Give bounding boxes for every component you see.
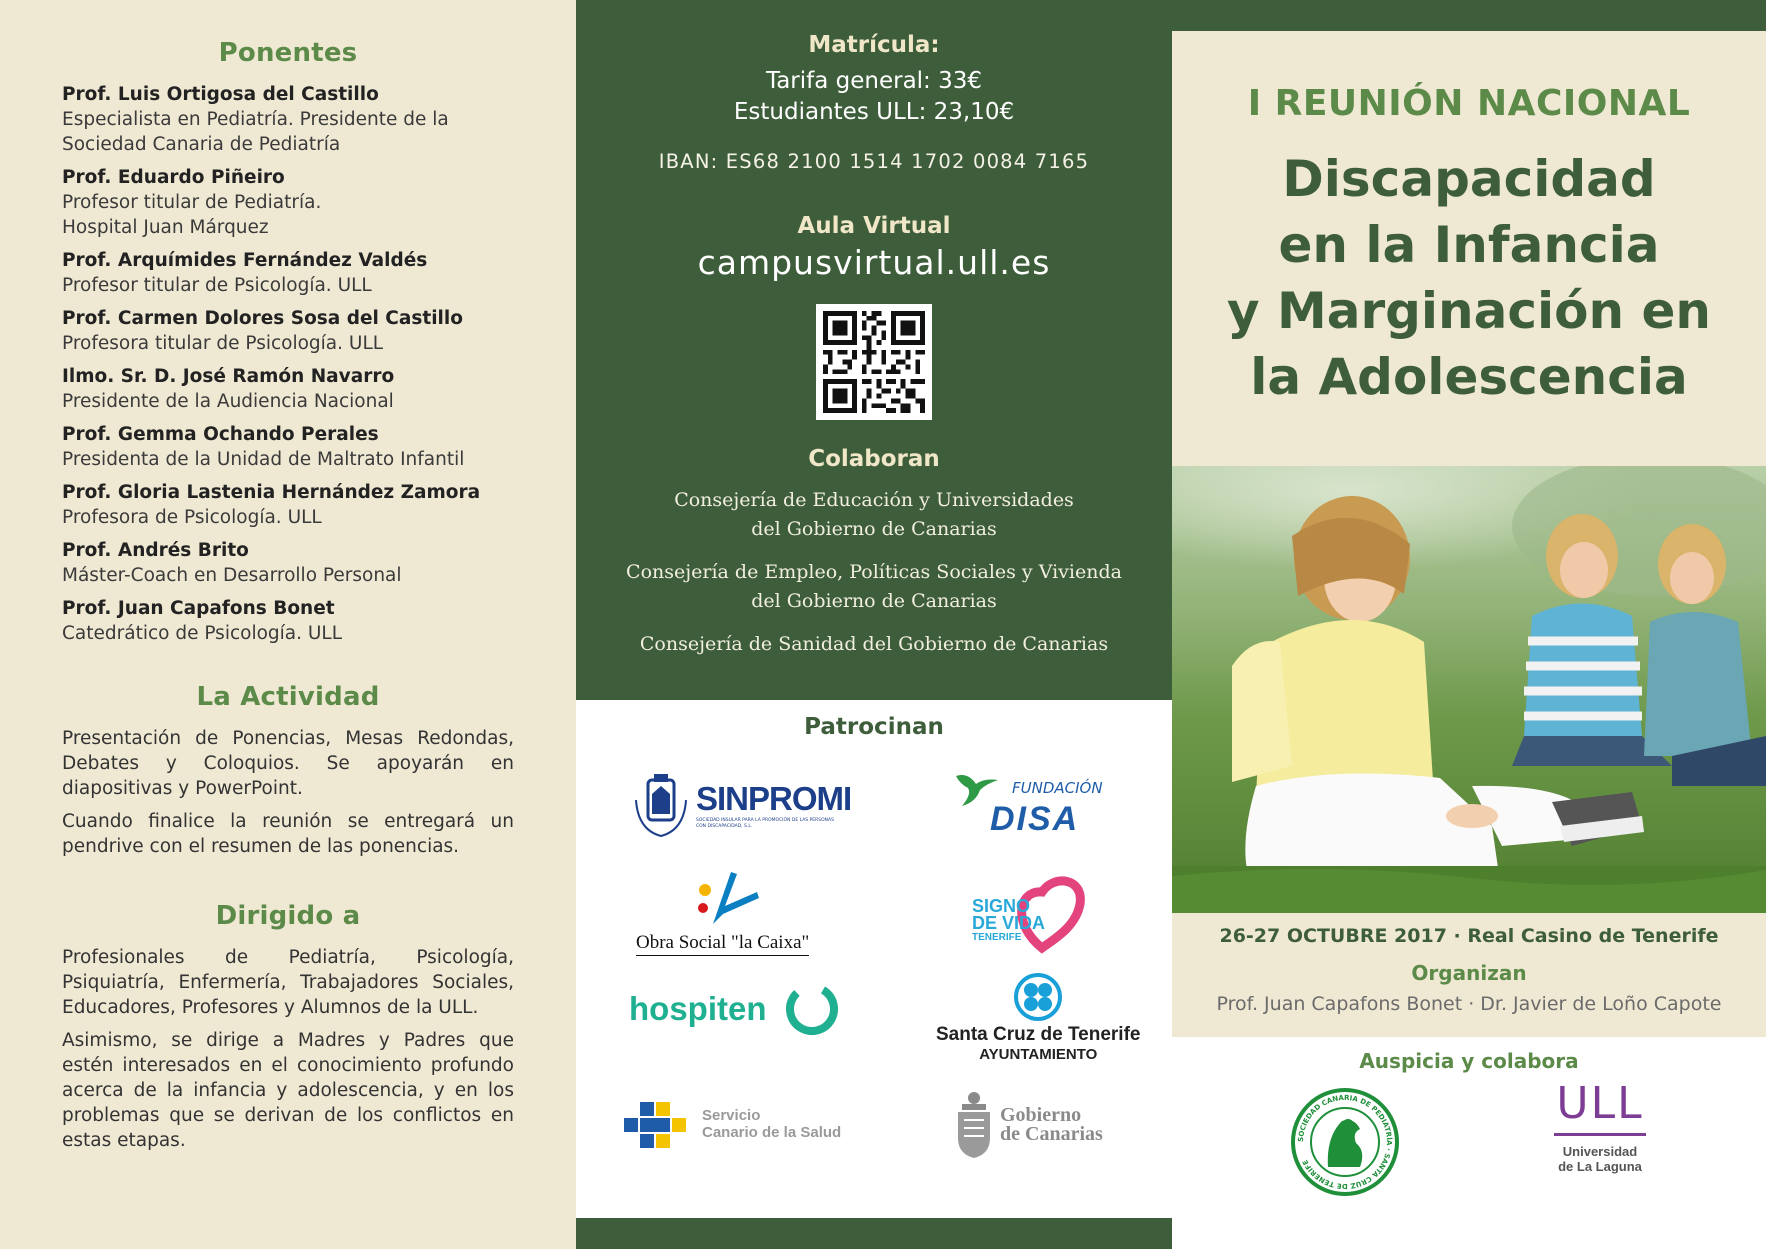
qr-code-icon: [823, 311, 925, 413]
ull-wordmark: ULL: [1556, 1078, 1644, 1129]
actividad-paragraph: Cuando finalice la reunión se entregará un pendrive con el resumen de las ponencias.: [62, 811, 514, 857]
speaker-item: [62, 364, 514, 414]
speaker-role: Profesor titular de Psicología. ULL: [62, 275, 372, 296]
ull-logo: [1554, 1078, 1646, 1174]
sinpromi-wordmark: SINPROMI: [696, 780, 852, 817]
speaker-name: Ilmo. Sr. D. José Ramón Navarro: [62, 366, 395, 387]
scp-seal-logo: [1290, 1087, 1400, 1197]
patrocinan-title: Patrocinan: [804, 714, 944, 740]
speaker-item: [62, 82, 514, 157]
children-on-grass-illustration: [1172, 466, 1766, 913]
ponentes-title: Ponentes: [218, 38, 358, 68]
event-title-line: la Adolescencia: [1250, 348, 1688, 406]
title-panel: [1172, 31, 1766, 466]
speaker-item: [62, 422, 514, 472]
aula-title: Aula Virtual: [797, 213, 951, 239]
dirigido-paragraph: Asimismo, se dirige a Madres y Padres que estén interesados en el conocimiento profundo acerca de la infancia y adolescencia, y en los problemas que se derivan de los conflictos en estas etapas.: [62, 1030, 514, 1151]
speaker-item: [62, 306, 514, 356]
speaker-item: [62, 538, 514, 588]
dirigido-paragraph: Profesionales de Pediatría, Psicología, Psiquiatría, Enfermería, Trabajadores Sociales, Educadores, Profesores y Alumnos de la ULL.: [62, 947, 514, 1018]
fee-students: Estudiantes ULL: 23,10€: [733, 99, 1015, 125]
hospiten-logo: [629, 980, 841, 1038]
speaker-name: Prof. Gemma Ochando Perales: [62, 424, 379, 445]
signo-line: TENERIFE: [972, 932, 1022, 943]
ull-name-line: Universidad: [1562, 1144, 1638, 1159]
ull-name-line: de La Laguna: [1558, 1159, 1642, 1174]
speaker-role: Profesora de Psicología. ULL: [62, 507, 322, 528]
signo-line: SIGNO: [972, 896, 1031, 916]
speaker-role: Profesor titular de Pediatría.: [62, 192, 322, 213]
speaker-name: Prof. Luis Ortigosa del Castillo: [62, 84, 379, 105]
auspicia-title: Auspicia y colabora: [1359, 1049, 1579, 1073]
left-panel: [0, 0, 576, 1249]
gobierno-canarias-logo: [954, 1090, 1103, 1160]
signo-line: DE VIDA: [972, 913, 1046, 933]
speaker-name: Prof. Andrés Brito: [62, 540, 249, 561]
signo-de-vida-logo: [972, 868, 1098, 954]
speaker-name: Prof. Juan Capafons Bonet: [62, 598, 335, 619]
speaker-item: [62, 248, 514, 298]
speaker-role: Máster-Coach en Desarrollo Personal: [62, 565, 402, 586]
colaborador-line: Consejería de Educación y Universidades: [674, 489, 1074, 511]
speaker-item: [62, 480, 514, 530]
hospiten-ring-icon: [783, 980, 841, 1038]
top-green-strip: [1172, 0, 1766, 31]
children-photo: [1172, 466, 1766, 913]
colaboran-title: Colaboran: [808, 446, 940, 472]
disa-logo: [954, 768, 1103, 839]
disa-wordmark: DISA: [990, 800, 1080, 838]
aula-url-link[interactable]: campusvirtual.ull.es: [697, 243, 1051, 282]
scs-line: Canario de la Salud: [702, 1124, 842, 1141]
santa-cruz-logo: [936, 972, 1140, 1063]
actividad-title: La Actividad: [196, 682, 380, 712]
event-title-line: en la Infancia: [1278, 216, 1660, 274]
speaker-item: [62, 596, 514, 646]
colaborador-item: [576, 486, 1172, 544]
speaker-role: Profesora titular de Psicología. ULL: [62, 333, 384, 354]
speaker-role: Presidente de la Audiencia Nacional: [62, 391, 394, 412]
ull-rule: [1554, 1133, 1646, 1136]
speaker-role: Hospital Juan Márquez: [62, 217, 269, 238]
sponsors-panel: [576, 700, 1172, 1249]
la-caixa-logo: [636, 868, 809, 956]
event-title: [1172, 146, 1766, 410]
sinpromi-subtitle: SOCIEDAD INSULAR PARA LA PROMOCIÓN DE LAS PERSONAS CON DISCAPACIDAD, S.L.: [696, 818, 834, 829]
speaker-role: Especialista en Pediatría. Presidente de la: [62, 109, 449, 130]
event-title-line: y Marginación en: [1226, 282, 1712, 340]
organizan-title: Organizan: [1411, 961, 1527, 985]
gobierno-shield-icon: [954, 1090, 994, 1160]
actividad-paragraph: Presentación de Ponencias, Mesas Redondas, Debates y Coloquios. Se apoyarán en diapositivas y PowerPoint.: [62, 728, 514, 799]
scs-line: Servicio: [702, 1107, 761, 1124]
colaborador-item: [576, 630, 1172, 659]
gobierno-line: Gobierno: [1000, 1104, 1082, 1126]
reunion-heading: I REUNIÓN NACIONAL: [1247, 83, 1691, 124]
pediatria-seal-icon: [1290, 1087, 1400, 1197]
iban: IBAN: ES68 2100 1514 1702 0084 7165: [658, 150, 1090, 173]
cabildo-crest-icon: [630, 770, 692, 840]
speaker-name: Prof. Arquímides Fernández Valdés: [62, 250, 428, 271]
speaker-name: Prof. Carmen Dolores Sosa del Castillo: [62, 308, 463, 329]
colaborador-line: Consejería de Empleo, Políticas Sociales y Vivienda: [626, 561, 1122, 583]
registration-panel: [576, 0, 1172, 700]
speaker-name: Prof. Eduardo Piñeiro: [62, 167, 285, 188]
dirigido-title: Dirigido a: [215, 901, 361, 931]
matricula-title: Matrícula:: [808, 32, 940, 58]
speaker-role: Sociedad Canaria de Pediatría: [62, 134, 341, 155]
fee-general: Tarifa general: 33€: [765, 68, 983, 94]
santa-cruz-sub: AYUNTAMIENTO: [979, 1046, 1098, 1063]
event-title-line: Discapacidad: [1282, 150, 1656, 208]
event-info-panel: [1172, 913, 1766, 1037]
hospiten-wordmark: hospiten: [629, 990, 767, 1027]
bottom-green-strip: [576, 1218, 1172, 1249]
scp-ring-text: SOCIEDAD CANARIA DE PEDIATRÍA · SANTA CRUZ DE TENERIFE: [1296, 1093, 1394, 1191]
santa-cruz-emblem-icon: [1013, 972, 1063, 1022]
disa-fundacion: FUNDACIÓN: [1012, 779, 1103, 797]
gobierno-line: de Canarias: [1000, 1123, 1103, 1145]
speaker-item: [62, 165, 514, 240]
speaker-name: Prof. Gloria Lastenia Hernández Zamora: [62, 482, 481, 503]
auspicia-panel: [1172, 1037, 1766, 1249]
caixa-star-icon: [683, 868, 763, 930]
speaker-role: Presidenta de la Unidad de Maltrato Infantil: [62, 449, 465, 470]
qr-code: [816, 304, 932, 420]
event-date-venue: 26-27 OCTUBRE 2017 · Real Casino de Tenerife: [1219, 925, 1719, 947]
colaborador-line: del Gobierno de Canarias: [751, 518, 997, 540]
scs-logo: [620, 1100, 841, 1148]
santa-cruz-wordmark: Santa Cruz de Tenerife: [936, 1024, 1141, 1045]
scs-cross-icon: [620, 1100, 692, 1148]
speaker-role: Catedrático de Psicología. ULL: [62, 623, 343, 644]
sinpromi-logo: [630, 770, 851, 840]
organizers: Prof. Juan Capafons Bonet · Dr. Javier de Loño Capote: [1216, 993, 1722, 1015]
colaborador-line: del Gobierno de Canarias: [751, 590, 997, 612]
caixa-wordmark: Obra Social "la Caixa": [636, 932, 809, 956]
colaborador-line: Consejería de Sanidad del Gobierno de Canarias: [639, 633, 1109, 655]
colaborador-item: [576, 558, 1172, 616]
speakers-list: [62, 82, 514, 646]
